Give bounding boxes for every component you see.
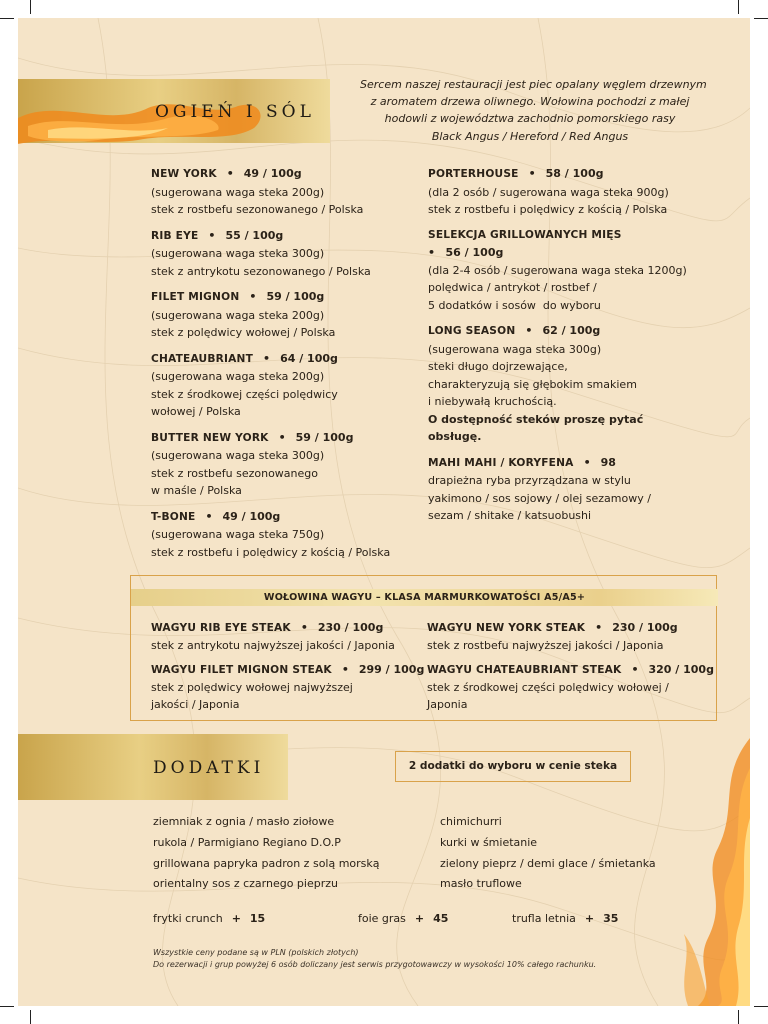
item-name: LONG SEASON: [428, 325, 516, 337]
intro-line: z aromatem drzewa oliwnego. Wołowina pochodzi z małej: [370, 95, 690, 109]
bullet: •: [341, 662, 349, 676]
item-desc: yakimono / sos sojowy / olej sezamowy /: [428, 491, 651, 505]
item-price: 49 / 100g: [243, 167, 302, 180]
side-item: grillowana papryka padron z solą morską: [153, 856, 380, 870]
item-desc: stek z antrykotu sezonowanego / Polska: [151, 264, 371, 278]
availability-note: obsługę.: [428, 430, 482, 443]
extra-item: [153, 912, 265, 925]
crop-mark: [738, 1010, 739, 1024]
side-item: masło truflowe: [440, 877, 522, 891]
item-desc: (sugerowana waga steka 200g): [151, 185, 325, 199]
menu-item: [151, 429, 411, 500]
bullet: •: [208, 228, 216, 242]
crop-mark: [754, 18, 768, 19]
footnote-line: Do rezerwacji i grup powyżej 6 osób doliczany jest serwis przygotowawczy w wysokości 10% całego rachunku.: [153, 960, 597, 969]
item-price: 64 / 100g: [280, 351, 338, 365]
footnote: [153, 947, 733, 971]
item-price: 299 / 100g: [358, 662, 425, 676]
footnote-line: Wszystkie ceny podane są w PLN (polskich złotych): [153, 948, 359, 957]
steaks-left-column: [151, 165, 411, 570]
extra-price: 15: [249, 912, 266, 925]
item-price: 98: [600, 455, 616, 469]
side-item: rukola / Parmigiano Regiano D.O.P: [153, 835, 341, 849]
extra-name: frytki crunch: [153, 912, 223, 925]
item-desc: stek z rostbefu najwyższej jakości / Japonia: [427, 639, 664, 653]
side-item: chimichurri: [440, 815, 502, 828]
item-desc: stek z rostbefu sezonowanego / Polska: [151, 203, 364, 216]
wagyu-heading: WOŁOWINA WAGYU – KLASA MARMURKOWATOŚCI A5/A5+: [131, 589, 718, 606]
item-desc: (dla 2 osób / sugerowana waga steka 900g): [428, 185, 669, 199]
crop-mark: [0, 18, 14, 19]
menu-page: [18, 18, 750, 1006]
bullet: •: [205, 509, 213, 523]
item-desc: stek z środkowej części polędwicy: [151, 387, 338, 401]
bullet: •: [226, 167, 234, 180]
item-price: 59 / 100g: [266, 290, 325, 303]
extra-item: [358, 912, 448, 925]
item-price: 230 / 100g: [612, 621, 678, 634]
item-name: BUTTER NEW YORK: [151, 431, 269, 444]
item-name: WAGYU CHATEAUBRIANT STEAK: [427, 663, 622, 676]
item-name: CHATEAUBRIANT: [151, 352, 254, 365]
sides-right-list: [440, 812, 700, 895]
item-name: WAGYU NEW YORK STEAK: [427, 622, 586, 634]
item-desc: stek z polędwicy wołowej / Polska: [151, 326, 336, 339]
extra-price: 35: [603, 912, 619, 925]
bullet: •: [583, 455, 591, 469]
menu-item: [151, 288, 411, 342]
bullet: •: [263, 351, 271, 365]
menu-item: [151, 508, 411, 562]
item-price: 55 / 100g: [225, 228, 284, 242]
bullet: •: [278, 430, 286, 444]
menu-item: [427, 661, 715, 714]
crop-mark: [738, 0, 739, 14]
item-desc: steki długo dojrzewające,: [428, 360, 568, 373]
menu-item: [428, 227, 718, 315]
item-name: RIB EYE: [151, 229, 199, 242]
item-price: 56 / 100g: [445, 246, 504, 259]
item-price: 320 / 100g: [648, 662, 714, 676]
extra-plus: +: [584, 912, 595, 925]
steaks-right-column: [428, 165, 718, 534]
crop-mark: [30, 1010, 31, 1024]
item-desc: stek z polędwicy wołowej najwyższej: [151, 680, 353, 694]
item-desc: (sugerowana waga steka 750g): [151, 528, 325, 541]
extra-plus: +: [414, 912, 425, 925]
crop-mark: [30, 0, 31, 14]
item-desc: (dla 2-4 osób / sugerowana waga steka 1200g): [428, 263, 687, 277]
item-name: PORTERHOUSE: [428, 168, 519, 180]
menu-item: [428, 322, 718, 446]
intro-text: [360, 76, 707, 145]
wagyu-left-column: [151, 619, 426, 719]
bullet: •: [528, 167, 536, 180]
availability-note: O dostępność steków proszę pytać: [428, 412, 644, 426]
item-desc: jakości / Japonia: [151, 698, 240, 712]
item-desc: i niebywałą kruchością.: [428, 395, 557, 408]
extra-plus: +: [231, 912, 241, 925]
menu-item: [428, 165, 718, 219]
extra-price: 45: [433, 912, 449, 925]
extra-name: trufla letnia: [512, 912, 576, 925]
item-desc: drapieżna ryba przyrządzana w stylu: [428, 474, 631, 487]
bullet: •: [595, 621, 603, 634]
intro-line: Black Angus / Hereford / Red Angus: [431, 129, 629, 143]
bullet: •: [300, 621, 308, 634]
bullet: •: [249, 290, 257, 303]
item-name: FILET MIGNON: [151, 291, 240, 303]
item-price: 62 / 100g: [542, 324, 601, 337]
item-desc: w maśle / Polska: [151, 484, 242, 497]
intro-line: Sercem naszej restauracji jest piec opalany węglem drzewnym: [360, 78, 707, 91]
menu-item: [151, 619, 426, 655]
item-desc: (sugerowana waga steka 200g): [151, 370, 325, 383]
extra-name: foie gras: [358, 912, 406, 925]
page-title: OGIEŃ I SÓL: [155, 102, 315, 122]
bullet: •: [631, 662, 639, 676]
item-desc: charakteryzują się głębokim smakiem: [428, 377, 637, 391]
sides-title: DODATKI: [153, 758, 265, 778]
item-desc: wołowej / Polska: [151, 405, 241, 418]
menu-item: [151, 661, 426, 714]
side-item: orientalny sos z czarnego pieprzu: [153, 877, 338, 891]
menu-item: [151, 227, 411, 281]
menu-item: [151, 350, 411, 421]
crop-mark: [0, 1006, 14, 1007]
item-desc: (sugerowana waga steka 200g): [151, 308, 325, 322]
item-price: 230 / 100g: [317, 621, 384, 634]
item-price: 59 / 100g: [295, 430, 354, 444]
intro-line: hodowli z województwa zachodnio pomorskiego rasy: [384, 112, 676, 126]
wagyu-right-column: [427, 619, 715, 719]
item-desc: polędwica / antrykot / rostbef /: [428, 281, 597, 294]
item-name: WAGYU FILET MIGNON STEAK: [151, 663, 332, 676]
side-item: kurki w śmietanie: [440, 835, 538, 849]
item-desc: (sugerowana waga steka 300g): [151, 449, 325, 462]
item-desc: (sugerowana waga steka 300g): [151, 247, 325, 260]
sides-left-list: [153, 812, 433, 895]
item-name: NEW YORK: [151, 168, 217, 180]
menu-item: [428, 454, 718, 525]
item-desc: stek z antrykotu najwyższej jakości / Japonia: [151, 639, 395, 653]
menu-item: [151, 165, 411, 219]
bullet: •: [428, 246, 436, 259]
menu-item: [427, 619, 715, 655]
item-desc: stek z rostbefu i polędwicy z kością / Polska: [428, 203, 668, 216]
item-desc: stek z środkowej części polędwicy wołowej /: [427, 680, 669, 694]
item-name: SELEKCJA GRILLOWANYCH MIĘS: [428, 228, 622, 241]
item-desc: 5 dodatków i sosów do wyboru: [428, 298, 601, 312]
sides-note: 2 dodatki do wyboru w cenie steka: [395, 751, 631, 782]
item-name: MAHI MAHI / KORYFENA: [428, 456, 574, 469]
crop-mark: [754, 1006, 768, 1007]
item-price: 49 / 100g: [222, 509, 281, 523]
side-item: zielony pieprz / demi glace / śmietanka: [440, 856, 656, 870]
item-name: WAGYU RIB EYE STEAK: [151, 622, 291, 634]
bullet: •: [525, 324, 533, 337]
side-item: ziemniak z ognia / masło ziołowe: [153, 815, 335, 828]
extra-item: [512, 912, 618, 925]
wagyu-section: [130, 575, 717, 721]
item-desc: stek z rostbefu i polędwicy z kością / Polska: [151, 545, 391, 559]
item-desc: sezam / shitake / katsuobushi: [428, 509, 592, 522]
item-name: T-BONE: [151, 510, 196, 523]
item-desc: stek z rostbefu sezonowanego: [151, 466, 318, 480]
item-desc: Japonia: [427, 698, 468, 712]
item-price: 58 / 100g: [545, 167, 604, 180]
item-desc: (sugerowana waga steka 300g): [428, 342, 602, 356]
